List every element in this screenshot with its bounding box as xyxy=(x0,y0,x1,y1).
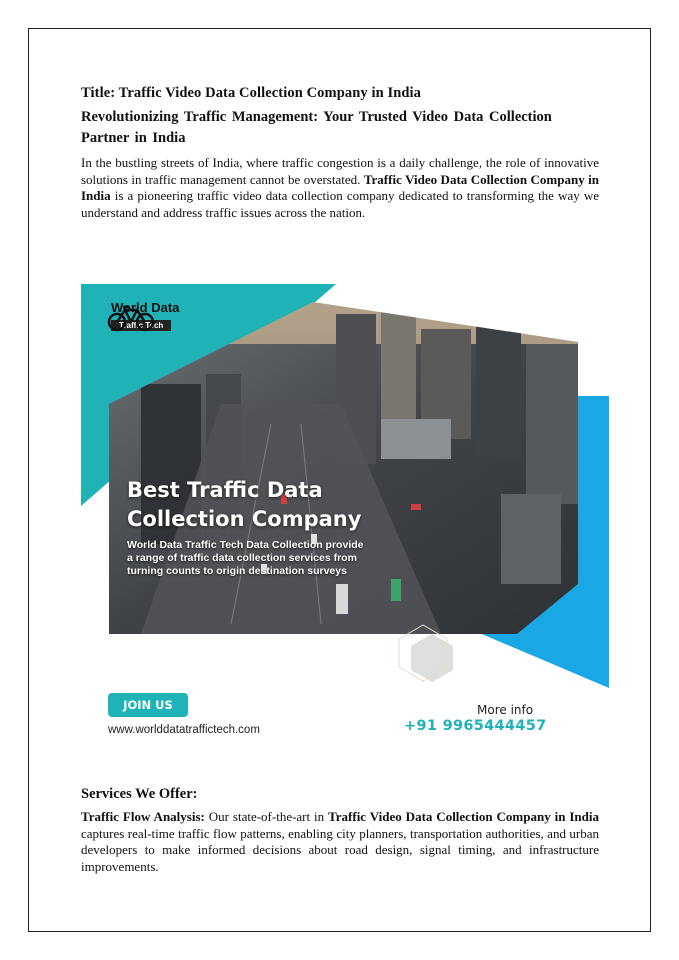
phone-number[interactable]: +91 9965444457 xyxy=(404,718,547,734)
join-us-button[interactable]: JOIN US xyxy=(108,693,188,717)
intro-paragraph xyxy=(81,155,599,221)
service-text-1: Our state-of-the-art in xyxy=(204,809,329,824)
website-url[interactable]: www.worlddatatraffictech.com xyxy=(108,724,260,736)
document-subtitle: Revolutionizing Traffic Management: Your Trusted Video Data Collection Partner in India xyxy=(81,109,552,146)
services-paragraph xyxy=(81,809,599,875)
intro-text-2: is a pioneering traffic video data collection company dedicated to transforming the way we understand and address traffic issues across the nation. xyxy=(81,188,599,220)
services-heading: Services We Offer: xyxy=(81,786,198,802)
headline-line-2: Collection Company xyxy=(127,507,362,531)
service-bold: Traffic Video Data Collection Company in India xyxy=(328,809,600,824)
phone-icon xyxy=(81,284,113,318)
service-label: Traffic Flow Analysis: xyxy=(81,809,205,824)
banner-headline xyxy=(127,476,361,534)
bicycle-icon xyxy=(107,300,155,332)
headline-line-1: Best Traffic Data xyxy=(127,478,323,502)
promo-banner-image xyxy=(81,284,609,754)
service-text-2: captures real-time traffic flow patterns, enabling city planners, transportation authorities, and urban developers to make informed decisions about road design, signal timing, and infrastructure improvements. xyxy=(81,825,599,874)
intro-bold: Traffic Video Data Collection Company in India xyxy=(81,171,599,203)
more-info-label: More info xyxy=(477,703,534,717)
banner-description: World Data Traffic Tech Data Collection provide a range of traffic data collection services from turning counts to origin destination surveys xyxy=(127,539,364,577)
intro-text-1: In the bustling streets of India, where traffic congestion is a daily challenge, the role of innovative solutions in traffic management cannot be overstated. xyxy=(81,155,599,187)
document-title: Title: Traffic Video Data Collection Company in India xyxy=(81,85,422,101)
company-logo xyxy=(107,300,179,333)
logo-name: World Data xyxy=(111,300,180,315)
logo-tagline: Traffic Tech xyxy=(111,320,171,331)
